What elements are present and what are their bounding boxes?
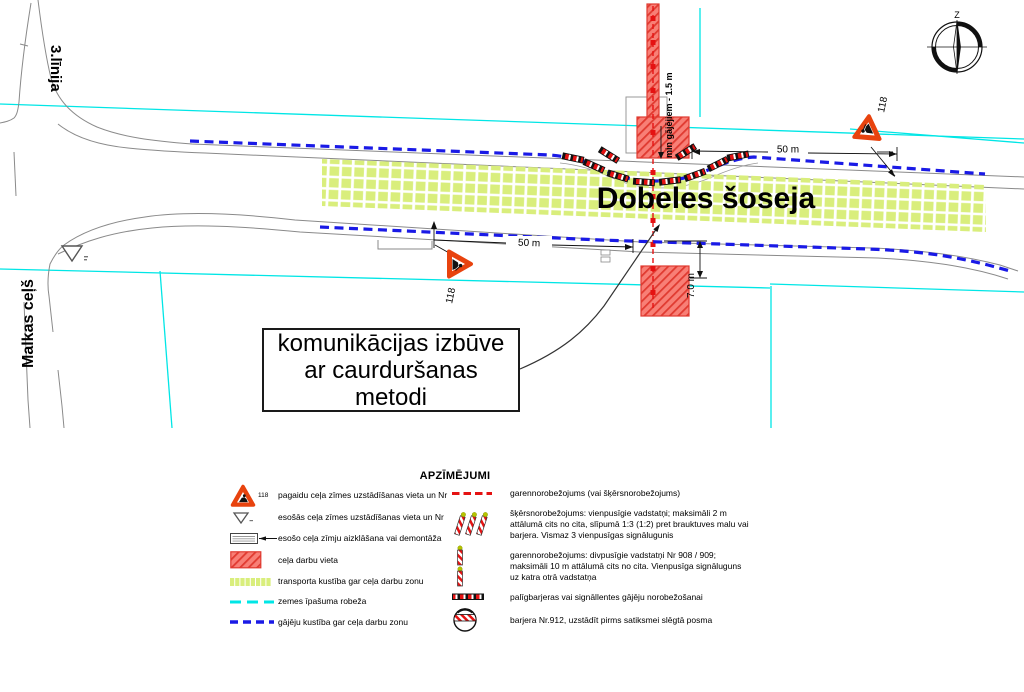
legend-item xyxy=(452,587,752,607)
temporary-road-sign-icon xyxy=(230,484,256,507)
legend-item xyxy=(452,503,752,545)
sign-nr-right-label: 118 xyxy=(876,95,891,114)
annotation-line: ar caurduršanas xyxy=(304,356,478,384)
legend-item xyxy=(452,483,752,503)
legend-item-label: ceļa darbu vieta xyxy=(278,554,339,565)
legend-item-label: barjera Nr.912, uzstādīt pirms satiksmei slēgtā posma xyxy=(510,614,713,625)
work-area-icon xyxy=(230,551,262,569)
legend-item-label: gājēju kustība gar ceļa darbu zonu xyxy=(278,616,408,627)
existing-sign-triangle xyxy=(62,246,88,261)
street-label-malkas-cels: Malkas ceļš xyxy=(20,279,37,368)
highway-label: Dobeles šoseja xyxy=(596,182,816,215)
temporary-sign-118-left xyxy=(449,252,471,277)
legend-item xyxy=(230,571,452,592)
annotation-line: komunikācijas izbūve xyxy=(277,329,505,357)
annotation-box xyxy=(262,328,520,412)
dimension-pit-label: 7.0 m xyxy=(686,272,697,298)
legend-item-label: esošās ceļa zīmes uzstādīšanas vieta un Nr xyxy=(278,512,444,522)
work-zones xyxy=(637,4,689,316)
legend-item-label: transporta kustība gar ceļa darbu zonu xyxy=(278,576,424,586)
legend-item xyxy=(452,607,752,633)
compass-rose xyxy=(927,10,987,74)
covered-sign-marker xyxy=(601,250,610,255)
sign-cover-icon xyxy=(230,532,278,545)
dimension-top-label: 50 m xyxy=(776,144,800,156)
legend-item xyxy=(230,611,452,633)
legend-left-column xyxy=(230,483,452,633)
traffic-flow-icon xyxy=(230,577,272,587)
legend-item-label: garennorobežojums: divpusīgie vadstatņi Nr 908 / 909; maksimāli 10 m attālumā cits no cita. Vienpusīga signāluguns uz katra otrā vadstatņa xyxy=(510,549,742,582)
legend-item-label: šķērsnorobežojums: vienpusīgie vadstatņi; maksimāli 2 m attālumā cits no cita, slīpumā 1:3 (1:2) pret brauktuves malu vai barjera. Vismaz 3 vienpusīgas signālugunis xyxy=(510,507,749,540)
dimension-bottom-label: 50 m xyxy=(517,237,541,250)
slanted-posts-icon xyxy=(452,507,490,541)
legend-item xyxy=(230,549,452,571)
legend-item xyxy=(230,483,452,507)
legend-item xyxy=(230,507,452,528)
auxiliary-barrier-icon xyxy=(452,593,486,601)
annotation-line: metodi xyxy=(354,383,428,411)
temporary-sign-118-right xyxy=(849,116,880,148)
legend-item xyxy=(230,592,452,611)
legend-item-label: palīgbarjeras vai signāllentes gājēju norobežošanai xyxy=(510,591,703,602)
legend-item-label: zemes īpašuma robeža xyxy=(278,596,367,606)
min-pedestrian-clearance-label: min gājējiem - 1.5 m xyxy=(664,72,674,158)
legend-item-label: esošo ceļa zīmju aizklāšana vai demontāža xyxy=(278,533,442,543)
pedestrian-flow-icon xyxy=(230,619,274,625)
property-boundary-icon xyxy=(230,599,274,605)
vertical-posts-icon xyxy=(452,545,468,587)
legend-item xyxy=(230,528,452,549)
legend-item xyxy=(452,545,752,587)
sign-nr-left-label: 118 xyxy=(444,286,459,305)
legend-title: APZĪMĒJUMI xyxy=(419,470,491,482)
compass-north-label: Z xyxy=(954,10,960,20)
work-zone-south-pit xyxy=(641,266,689,316)
covered-sign-marker xyxy=(601,257,610,262)
street-label-3linija: 3.līnija xyxy=(47,45,64,92)
existing-road-sign-icon xyxy=(230,511,256,525)
legend-sign-nr: 118 xyxy=(258,491,269,499)
legend-item-label: pagaidu ceļa zīmes uzstādīšanas vieta un Nr xyxy=(278,489,448,500)
longitudinal-barrier-icon xyxy=(452,491,492,496)
barrier-912-icon xyxy=(452,607,478,633)
legend-right-column xyxy=(452,483,752,633)
legend-item-label: garennorobežojums (vai šķērsnorobežojums) xyxy=(510,487,681,498)
